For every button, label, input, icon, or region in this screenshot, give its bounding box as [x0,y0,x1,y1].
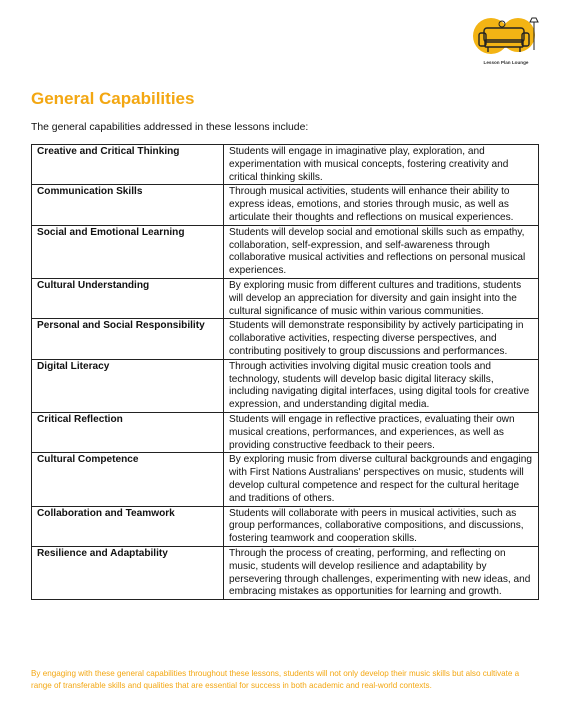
capability-description: Students will develop social and emotional skills such as empathy, collaboration, self-expression, and self-awareness through collaborative musical activities and reflections on personal musical experiences. [224,225,539,278]
capability-name: Resilience and Adaptability [32,546,224,599]
capability-description: Students will engage in reflective practices, evaluating their own musical creations, performances, and experiences, as well as providing constructive feedback to their peers. [224,412,539,452]
capability-description: Students will engage in imaginative play, exploration, and experimentation with musical concepts, fostering creativity and critical thinking skills. [224,145,539,185]
capability-name: Communication Skills [32,185,224,225]
capability-name: Personal and Social Responsibility [32,319,224,359]
table-row [32,412,539,452]
capability-description: By exploring music from diverse cultural backgrounds and engaging with First Nations Australians' perspectives on music, students will develop cultural competence and respect for the cultural heritage and traditions of others. [224,453,539,506]
capability-description: Through the process of creating, performing, and reflecting on music, students will develop resilience and adaptability by persevering through challenges, experimenting with new ideas, and embracing mistakes as opportunities for learning and growth. [224,546,539,599]
capability-name: Digital Literacy [32,359,224,412]
capability-name: Critical Reflection [32,412,224,452]
capabilities-table [31,144,539,600]
table-row [32,225,539,278]
page-title: General Capabilities [31,89,195,108]
table-row [32,278,539,318]
capability-description: By exploring music from different cultures and traditions, students will develop an appreciation for diversity and gain insight into the cultural significance of music within various communities. [224,278,539,318]
capability-description: Through musical activities, students will enhance their ability to express ideas, emotions, and stories through music, as well as articulate their thoughts and reflections on musical experiences. [224,185,539,225]
yellow-armchair-logo-icon [472,14,540,60]
capability-name: Social and Emotional Learning [32,225,224,278]
intro-text: The general capabilities addressed in these lessons include: [31,122,309,133]
capability-name: Cultural Understanding [32,278,224,318]
table-row [32,546,539,599]
capability-description: Students will demonstrate responsibility by actively participating in collaborative activities, respecting diverse perspectives, and contributing positively to group discussions and performances. [224,319,539,359]
table-row [32,453,539,506]
table-row [32,506,539,546]
table-row [32,185,539,225]
capability-description: Students will collaborate with peers in musical activities, such as group performances, collaborative compositions, and discussions, fostering teamwork and cooperation skills. [224,506,539,546]
table-row [32,319,539,359]
table-row [32,145,539,185]
footer-note: By engaging with these general capabilities throughout these lessons, students will not only develop their music skills but also cultivate a range of transferable skills and qualities that are essential for success in both academic and real-world contexts. [31,669,520,690]
capability-description: Through activities involving digital music creation tools and technology, students will develop basic digital literacy skills, including navigating digital interfaces, using digital tools for creative expression, and understanding digital media. [224,359,539,412]
table-row [32,359,539,412]
capability-name: Collaboration and Teamwork [32,506,224,546]
capability-name: Cultural Competence [32,453,224,506]
logo-text: Lesson Plan Lounge [483,60,529,65]
capability-name: Creative and Critical Thinking [32,145,224,185]
brand-logo [472,14,540,72]
